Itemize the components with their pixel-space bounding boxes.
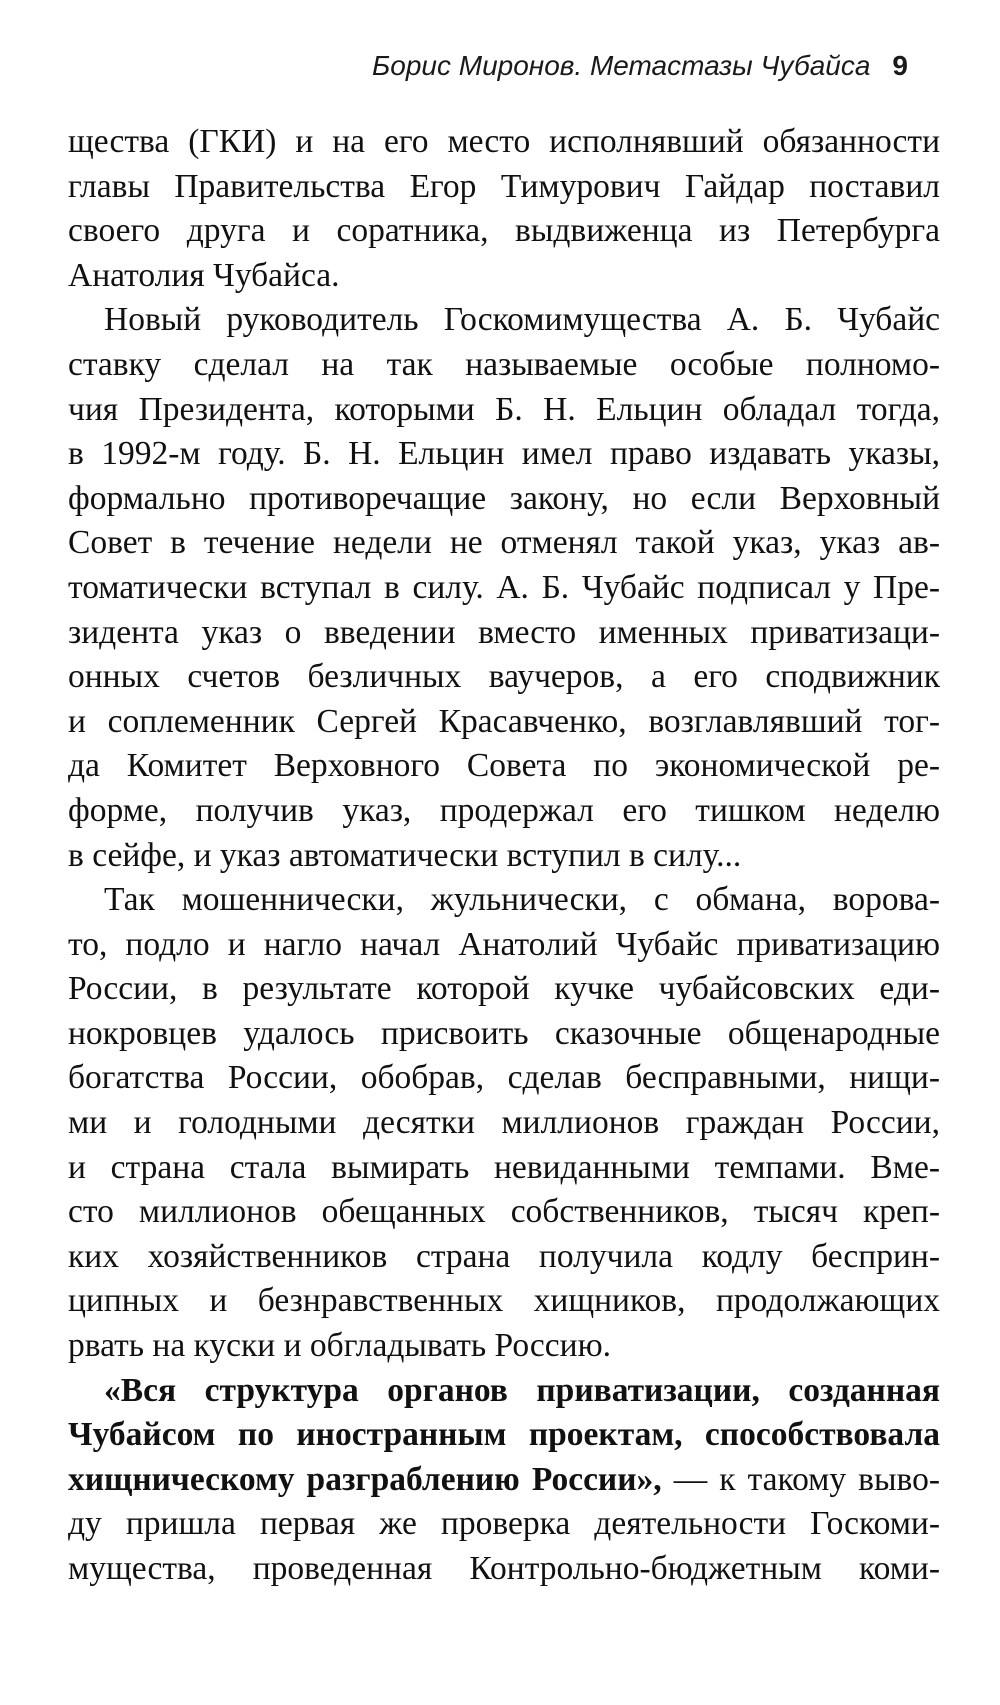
paragraph bbox=[68, 298, 940, 878]
text-line: онных счетов безличных ваучеров, а его сподвижник bbox=[68, 658, 940, 696]
paragraph bbox=[68, 878, 940, 1369]
paragraph bbox=[68, 1369, 940, 1592]
paragraph bbox=[68, 120, 940, 298]
text-line: нокровцев удалось присвоить сказочные общенародные bbox=[68, 1014, 940, 1052]
bold-quote-text: хищническому разграблению России», bbox=[68, 1460, 662, 1498]
text-line: Так мошеннически, жульнически, с обмана, ворова- bbox=[104, 881, 940, 919]
text-line: да Комитет Верховного Совета по экономической ре- bbox=[68, 747, 940, 785]
text-line: своего друга и соратника, выдвиженца из Петербурга bbox=[68, 212, 940, 250]
text-line: форме, получив указ, продержал его тишком неделю bbox=[68, 791, 940, 829]
text-line: чия Президента, которыми Б. Н. Ельцин обладал тогда, bbox=[68, 390, 940, 428]
text-line: сто миллионов обещанных собственников, тысяч креп- bbox=[68, 1193, 940, 1231]
text-line: рвать на куски и обгладывать Россию. bbox=[68, 1327, 611, 1365]
text-line: томатически вступал в силу. А. Б. Чубайс подписал у Пре- bbox=[68, 568, 940, 606]
text-line: и соплеменник Сергей Красавченко, возглавлявший тог- bbox=[68, 702, 940, 740]
text-line bbox=[68, 1458, 940, 1503]
text-line: главы Правительства Егор Тимурович Гайдар поставил bbox=[68, 167, 940, 205]
bold-quote-text: «Вся структура органов приватизации, созданная bbox=[104, 1371, 940, 1409]
text-line: Анатолия Чубайса. bbox=[68, 256, 340, 294]
text-line: мущества, проведенная Контрольно-бюджетным коми- bbox=[68, 1550, 940, 1587]
quote-tail-text: — к такому выво- bbox=[661, 1460, 940, 1498]
text-line: России, в результате которой кучке чубайсовских еди- bbox=[68, 970, 940, 1008]
text-line: ду пришла первая же проверка деятельности Госкоми- bbox=[68, 1505, 940, 1543]
text-line: щества (ГКИ) и на его место исполнявший обязанности bbox=[68, 123, 940, 160]
page-number: 9 bbox=[892, 50, 908, 81]
body-text bbox=[68, 120, 940, 1592]
running-head bbox=[372, 48, 908, 84]
text-line: ких хозяйственников страна получила кодлу бесприн- bbox=[68, 1237, 940, 1275]
text-line: Совет в течение недели не отменял такой указ, указ ав- bbox=[68, 524, 940, 562]
text-line: зидента указ о введении вместо именных приватизаци- bbox=[68, 613, 940, 651]
text-line: ципных и безнравственных хищников, продолжающих bbox=[68, 1282, 940, 1320]
text-line: богатства России, обобрав, сделав бесправными, нищи- bbox=[68, 1059, 940, 1097]
bold-quote-line bbox=[68, 1369, 940, 1414]
text-line: ми и голодными десятки миллионов граждан России, bbox=[68, 1104, 940, 1142]
bold-quote-text: Чубайсом по иностранным проектам, способствовала bbox=[68, 1416, 940, 1454]
text-line: в 1992-м году. Б. Н. Ельцин имел право издавать указы, bbox=[68, 435, 940, 473]
text-line: Новый руководитель Госкомимущества А. Б. Чубайс bbox=[104, 301, 940, 339]
text-line: и страна стала вымирать невиданными темпами. Вме- bbox=[68, 1148, 940, 1186]
text-line: формально противоречащие закону, но если Верховный bbox=[68, 479, 940, 517]
text-line: ставку сделал на так называемые особые полномо- bbox=[68, 345, 940, 383]
bold-quote-line bbox=[68, 1413, 940, 1458]
text-line: в сейфе, и указ автоматически вступил в силу... bbox=[68, 836, 742, 874]
text-line: то, подло и нагло начал Анатолий Чубайс приватизацию bbox=[68, 925, 940, 963]
running-title: Борис Миронов. Метастазы Чубайса bbox=[372, 50, 871, 81]
